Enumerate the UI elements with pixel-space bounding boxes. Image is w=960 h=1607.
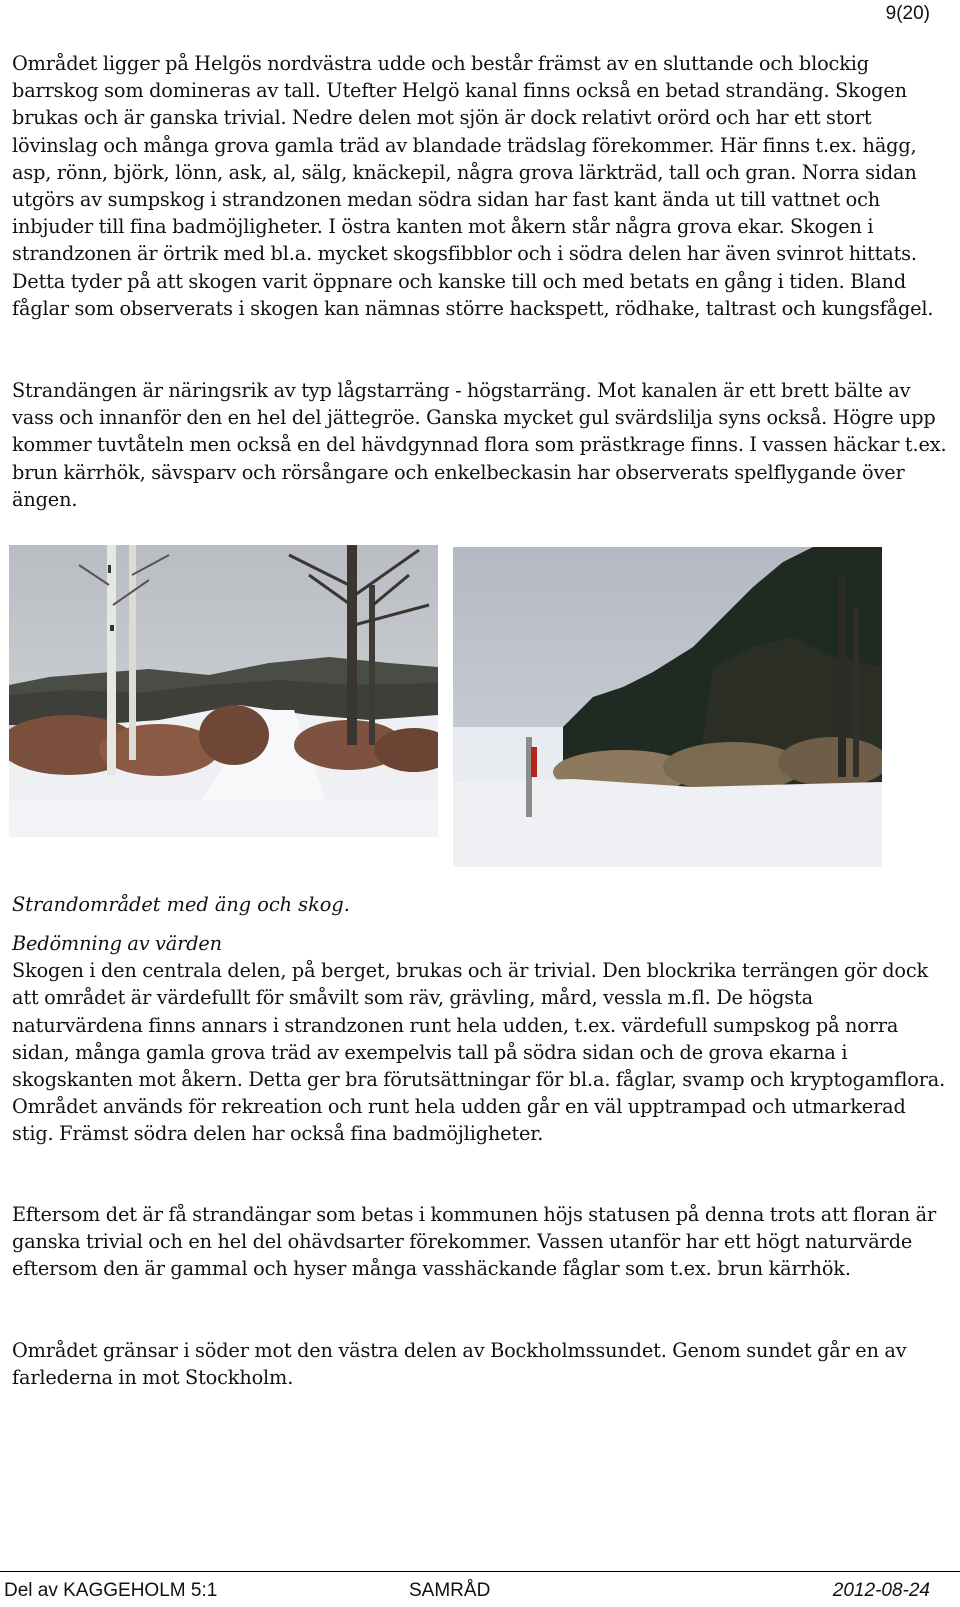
photo-snowy-forest-path <box>9 545 438 837</box>
footer-property: Del av KAGGEHOLM 5:1 <box>4 1580 218 1601</box>
assessment-section <box>12 930 947 1148</box>
photo-frozen-shore <box>453 547 882 867</box>
paragraph-boundary: Området gränsar i söder mot den västra delen av Bockholmssundet. Genom sundet går en av farlederna in mot Stockholm. <box>12 1339 907 1390</box>
footer-status: SAMRÅD <box>409 1580 491 1601</box>
photo-caption: Strandområdet med äng och skog. <box>12 893 350 916</box>
paragraph-meadow-description: Strandängen är näringsrik av typ lågstarräng - högstarräng. Mot kanalen är ett brett bälte av vass och innanför den en hel del jättegröe. Ganska mycket gul svärdslilja syns också. Högre upp kommer tuvtåteln men också en del hävdgynnad flora som prästkrage finns. I vassen häckar t.ex. brun kärrhök, sävsparv och rörsångare och enkelbeckasin har observerats spelflygande över ängen. <box>12 379 947 511</box>
footer-divider <box>0 1571 960 1572</box>
paragraph-assessment: Skogen i den centrala delen, på berget, brukas och är trivial. Den blockrika terrängen gör dock att området är värdefullt för småvilt som räv, grävling, mård, vessla m.fl. De högsta naturvärdena finns annars i strandzonen runt hela udden, t.ex. värdefull sumpskog på norra sidan, många gamla grova träd av exempelvis tall på södra sidan och de grova ekarna i skogskanten mot åkern. Detta ger bra förutsättningar för bl.a. fåglar, svamp och kryptogamflora. Området används för rekreation och runt hela udden går en väl upptrampad och utmarkerad stig. Främst södra delen har också fina badmöjligheter. <box>12 959 946 1146</box>
paragraph-area-description: Området ligger på Helgös nordvästra udde och består främst av en sluttande och blockig barrskog som domineras av tall. Utefter Helgö kanal finns också en betad strandäng. Skogen brukas och är ganska trivial. Nedre delen mot sjön är dock relativt orörd och har ett stort lövinslag och många grova gamla träd av blandade trädslag förekommer. Här finns t.ex. hägg, asp, rönn, björk, lönn, ask, al, sälg, knäckepil, några grova lärkträd, tall och gran. Norra sidan utgörs av sumpskog i strandzonen medan södra sidan har fast kant ända ut till vattnet och inbjuder till fina badmöjligheter. I östra kanten mot åkern står några grova ekar. Skogen i strandzonen är örtrik med bl.a. mycket skogsfibblor och i södra delen har även svinrot hittats. Detta tyder på att skogen varit öppnare och kanske till och med betats en gång i tiden. Bland fåglar som observerats i skogen kan nämnas större hackspett, rödhake, taltrast och kungsfågel. <box>12 52 934 320</box>
paragraph-meadow-status: Eftersom det är få strandängar som betas i kommunen höjs statusen på denna trots att floran är ganska trivial och en hel del ohävdsarter förekommer. Vassen utanför har ett högt naturvärde eftersom den är gammal och hyser många vasshäckande fåglar som t.ex. brun kärrhök. <box>12 1203 937 1281</box>
footer-date: 2012-08-24 <box>832 1580 930 1601</box>
assessment-heading: Bedömning av värden <box>12 932 222 955</box>
page-number: 9(20) <box>885 3 930 24</box>
